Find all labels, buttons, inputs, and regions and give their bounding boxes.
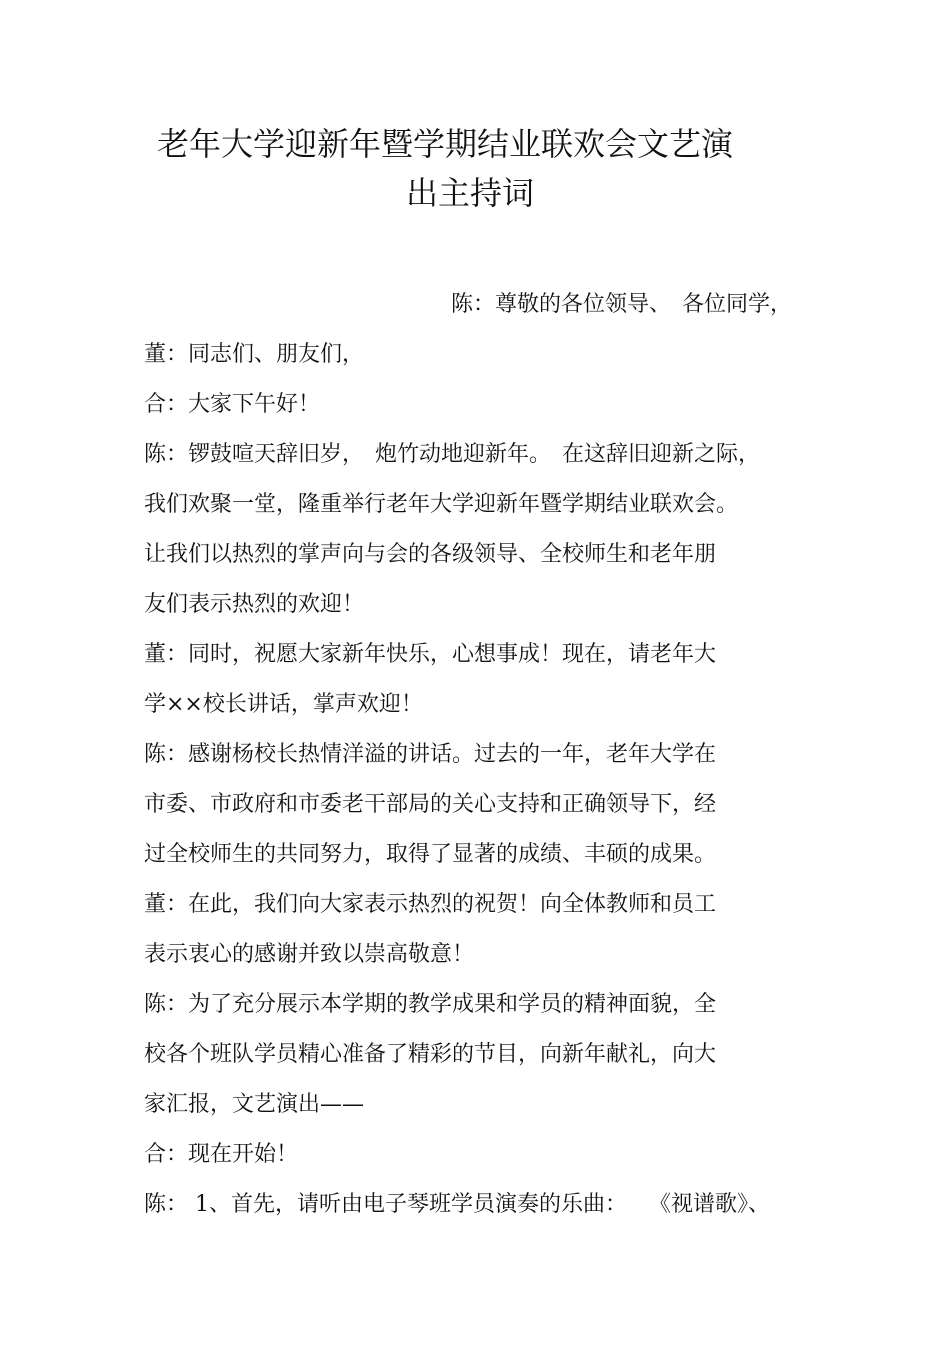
script-line: 让我们以热烈的掌声向与会的各级领导、全校师生和老年朋 <box>144 542 717 567</box>
script-line: 过全校师生的共同努力，取得了显著的成绩、丰硕的成果。 <box>144 842 717 867</box>
script-line: 陈：为了充分展示本学期的教学成果和学员的精神面貌，全 <box>144 992 717 1017</box>
script-line: 友们表示热烈的欢迎！ <box>144 592 365 617</box>
script-line: 陈： 1、首先，请听由电子琴班学员演奏的乐曲： 《视谱歌》、 <box>144 1192 770 1217</box>
script-line: 市委、市政府和市委老干部局的关心支持和正确领导下，经 <box>144 792 717 817</box>
script-line: 合：大家下午好！ <box>144 392 321 417</box>
document-title-line-2: 出主持词 <box>406 174 535 212</box>
script-line: 学××校长讲话，掌声欢迎！ <box>144 692 423 717</box>
script-line: 我们欢聚一堂，隆重举行老年大学迎新年暨学期结业联欢会。 <box>144 492 739 517</box>
script-line: 董：同志们、朋友们， <box>144 342 365 367</box>
script-line: 董：在此，我们向大家表示热烈的祝贺！向全体教师和员工 <box>144 892 717 917</box>
script-line: 董：同时，祝愿大家新年快乐，心想事成！现在，请老年大 <box>144 642 717 667</box>
document-title-line-1: 老年大学迎新年暨学期结业联欢会文艺演 <box>157 125 734 163</box>
script-line: 陈：感谢杨校长热情洋溢的讲话。过去的一年，老年大学在 <box>144 742 717 767</box>
script-line: 家汇报，文艺演出—— <box>144 1092 365 1117</box>
script-line: 合：现在开始！ <box>144 1142 299 1167</box>
script-line: 校各个班队学员精心准备了精彩的节目，向新年献礼，向大 <box>144 1042 717 1067</box>
script-line: 陈：锣鼓喧天辞旧岁， 炮竹动地迎新年。 在这辞旧迎新之际， <box>144 442 761 467</box>
script-line: 表示衷心的感谢并致以崇高敬意！ <box>144 942 475 967</box>
script-line: 陈：尊敬的各位领导、 各位同学， <box>451 292 793 317</box>
